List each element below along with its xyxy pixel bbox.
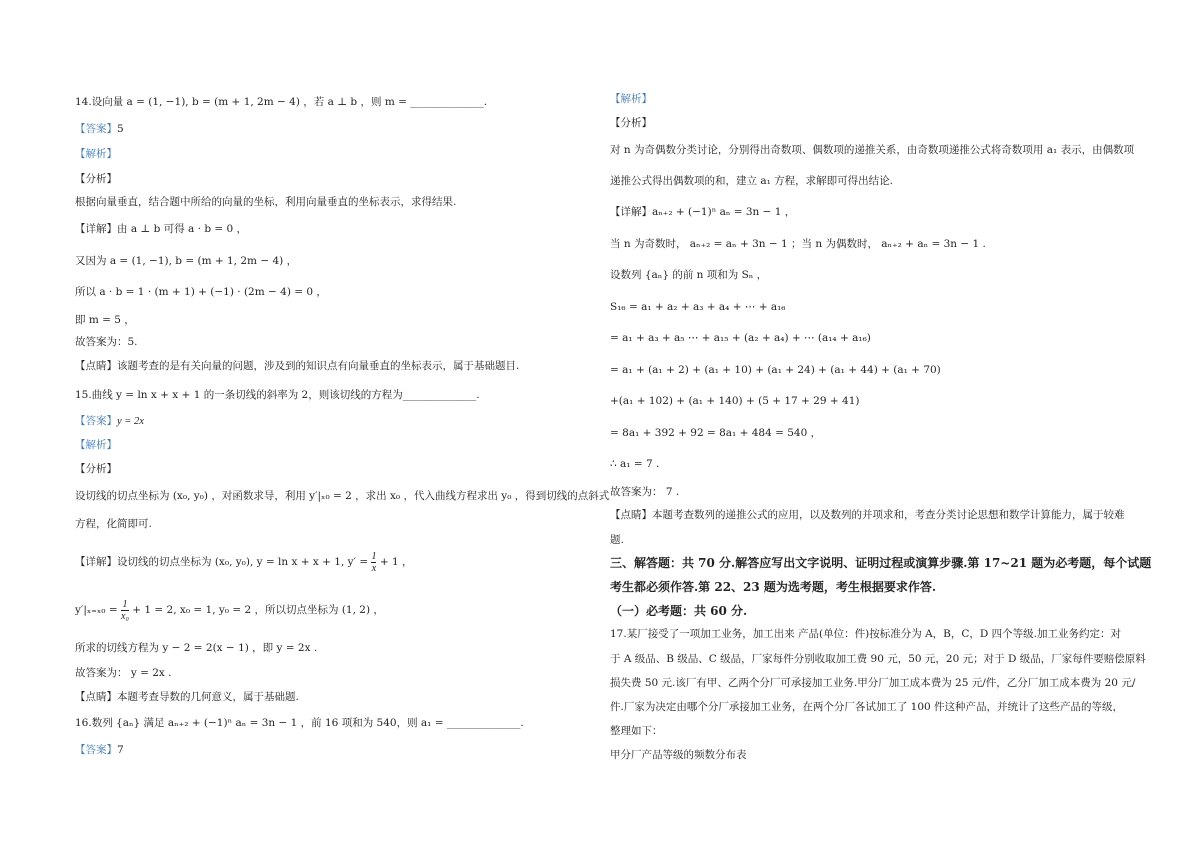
q15-detail-2 bbox=[75, 596, 384, 624]
q15-detail-3: 所求的切线方程为 y − 2 = 2(x − 1) ，即 y = 2x . bbox=[75, 642, 318, 654]
q17-line-1: 17.某厂接受了一项加工业务，加工出来 产品(单位：件)按标准分为 A，B，C，D 四个等级.加工业务约定：对 bbox=[610, 628, 1121, 640]
q15-fenxi-text-1: 设切线的切点坐标为 (x₀, y₀) ，对函数求导，利用 y′|ₓ₀ = 2 ，求出 x₀ ，代入曲线方程求出 y₀ ，得到切线的点斜式 bbox=[75, 490, 610, 502]
q17-line-4: 件.厂家为决定由哪个分厂承接加工业务，在两个分厂各试加工了 100 件这种产品，并统计了这些产品的等级， bbox=[610, 701, 1124, 713]
fraction-numerator: 1 bbox=[122, 598, 128, 610]
q16-detail-6: = a₁ + (a₁ + 2) + (a₁ + 10) + (a₁ + 24) + (a₁ + 44) + (a₁ + 70) bbox=[610, 364, 941, 376]
answer-value: 7 bbox=[117, 744, 124, 756]
fraction-denominator: x₀ bbox=[121, 610, 129, 622]
q14-jiexi-tag: 【解析】 bbox=[75, 148, 117, 160]
q15-fenxi-text-2: 方程，化简即可. bbox=[75, 518, 152, 530]
q16-fenxi-tag: 【分析】 bbox=[610, 117, 652, 129]
q17-line-5: 整理如下： bbox=[610, 725, 663, 737]
q16-dianjing-1: 【点睛】本题考查数列的递推公式的应用，以及数列的并项求和，考查分类讨论思想和数学计算能力，属于较难 bbox=[610, 509, 1125, 521]
q15-final: 故答案为： y = 2x . bbox=[75, 667, 172, 679]
detail-tag: 【详解】 bbox=[75, 223, 117, 235]
question-16: 16.数列 {aₙ} 满足 aₙ₊₂ + (−1)ⁿ aₙ = 3n − 1 ，前 16 项和为 540，则 a₁ = ______________. bbox=[75, 717, 524, 729]
q14-fenxi-tag: 【分析】 bbox=[75, 173, 117, 185]
q14-answer bbox=[75, 122, 124, 136]
q16-fenxi-text-1: 对 n 为奇偶数分类讨论，分别得出奇数项、偶数项的递推关系，由奇数项递推公式将奇数项用 a₁ 表示，由偶数项 bbox=[610, 144, 1135, 156]
q17-line-2: 于 A 级品、B 级品、C 级品，厂家每件分别收取加工费 90 元，50 元，20 元；对于 D 级品，厂家每件要赔偿原料 bbox=[610, 653, 1146, 665]
q16-jiexi-tag: 【解析】 bbox=[610, 93, 652, 105]
question-15: 15.曲线 y = ln x + x + 1 的一条切线的斜率为 2，则该切线的方程为______________. bbox=[75, 389, 480, 401]
section-heading-1: 三、解答题：共 70 分.解答应写出文字说明、证明过程或演算步骤.第 17~21 题为必考题，每个试题 bbox=[610, 556, 1152, 570]
q14-detail-2: 又因为 a = (1, −1), b = (m + 1, 2m − 4) ， bbox=[75, 255, 298, 267]
q16-detail-9: ∴ a₁ = 7 . bbox=[610, 458, 660, 470]
section-heading-2: 考生都必须作答.第 22、23 题为选考题，考生根据要求作答. bbox=[610, 580, 937, 594]
q16-dianjing-2: 题. bbox=[610, 534, 624, 546]
answer-tag: 【答案】 bbox=[75, 415, 117, 427]
section-heading-3: （一）必考题：共 60 分. bbox=[610, 604, 748, 618]
q15-detail-1 bbox=[75, 548, 412, 576]
fraction-1-over-x0 bbox=[121, 599, 129, 622]
q17-line-3: 损失费 50 元.该厂有甲、乙两个分厂可承接加工业务.甲分厂加工成本费为 25 元/件，乙分厂加工成本费为 20 元/ bbox=[610, 677, 1136, 689]
answer-value: y = 2x bbox=[117, 416, 144, 427]
q16-answer bbox=[75, 743, 124, 757]
q16-detail-1 bbox=[610, 205, 795, 219]
q14-detail-4: 即 m = 5 ， bbox=[75, 314, 135, 326]
q16-detail-2: 当 n 为奇数时， aₙ₊₂ = aₙ + 3n − 1 ；当 n 为偶数时， aₙ₊₂ + aₙ = 3n − 1 . bbox=[610, 238, 986, 250]
fraction-1-over-x bbox=[371, 551, 376, 574]
detail-text: 由 a ⊥ b 可得 a · b = 0 ， bbox=[117, 223, 248, 235]
q16-detail-8: = 8a₁ + 392 + 92 = 8a₁ + 484 = 540 ， bbox=[610, 427, 822, 439]
question-14: 14.设向量 a = (1, −1), b = (m + 1, 2m − 4) ，若 a ⊥ b ，则 m = ______________. bbox=[75, 96, 488, 108]
q15-dianjing: 【点睛】本题考查导数的几何意义，属于基础题. bbox=[75, 691, 299, 703]
q16-final: 故答案为： 7 . bbox=[610, 486, 680, 498]
q14-detail-3: 所以 a · b = 1 · (m + 1) + (−1) · (2m − 4) = 0 ， bbox=[75, 286, 327, 298]
detail-tag: 【详解】 bbox=[75, 556, 117, 568]
q15-fenxi-tag: 【分析】 bbox=[75, 463, 117, 475]
q15-jiexi-tag: 【解析】 bbox=[75, 439, 117, 451]
q16-detail-4: S₁₆ = a₁ + a₂ + a₃ + a₄ + ⋯ + a₁₆ bbox=[610, 301, 786, 313]
fraction-numerator: 1 bbox=[371, 550, 377, 562]
answer-value: 5 bbox=[117, 123, 124, 135]
q14-detail-1 bbox=[75, 222, 247, 236]
q15-answer bbox=[75, 414, 144, 429]
detail-text: 设切线的切点坐标为 (x₀, y₀), y = ln x + x + 1, y′ = bbox=[117, 556, 369, 568]
q14-final: 故答案为：5. bbox=[75, 336, 138, 348]
q17-table-caption: 甲分厂产品等级的频数分布表 bbox=[610, 749, 747, 761]
q16-detail-7: +(a₁ + 102) + (a₁ + 140) + (5 + 17 + 29 + 41) bbox=[610, 395, 860, 407]
detail-text-tail: + 1 = 2, x₀ = 1, y₀ = 2 ，所以切点坐标为 (1, 2) ， bbox=[132, 604, 384, 616]
answer-tag: 【答案】 bbox=[75, 744, 117, 756]
q14-fenxi-text: 根据向量垂直，结合题中所给的向量的坐标，利用向量垂直的坐标表示，求得结果. bbox=[75, 196, 457, 208]
detail-text: aₙ₊₂ + (−1)ⁿ aₙ = 3n − 1 ， bbox=[652, 206, 796, 218]
detail-text: y′|ₓ₌ₓ₀ = bbox=[75, 604, 118, 616]
q14-dianjing: 【点睛】该题考查的是有关向量的问题，涉及到的知识点有向量垂直的坐标表示，属于基础题目. bbox=[75, 360, 520, 372]
q16-detail-5: = a₁ + a₃ + a₅ ⋯ + a₁₅ + (a₂ + a₄) + ⋯ (a₁₄ + a₁₆) bbox=[610, 332, 871, 344]
q16-detail-3: 设数列 {aₙ} 的前 n 项和为 Sₙ ， bbox=[610, 269, 768, 281]
detail-text-tail: + 1 ， bbox=[379, 556, 413, 568]
fraction-denominator: x bbox=[371, 562, 377, 574]
detail-tag: 【详解】 bbox=[610, 206, 652, 218]
answer-tag: 【答案】 bbox=[75, 123, 117, 135]
q16-fenxi-text-2: 递推公式得出偶数项的和，建立 a₁ 方程，求解即可得出结论. bbox=[610, 175, 893, 187]
